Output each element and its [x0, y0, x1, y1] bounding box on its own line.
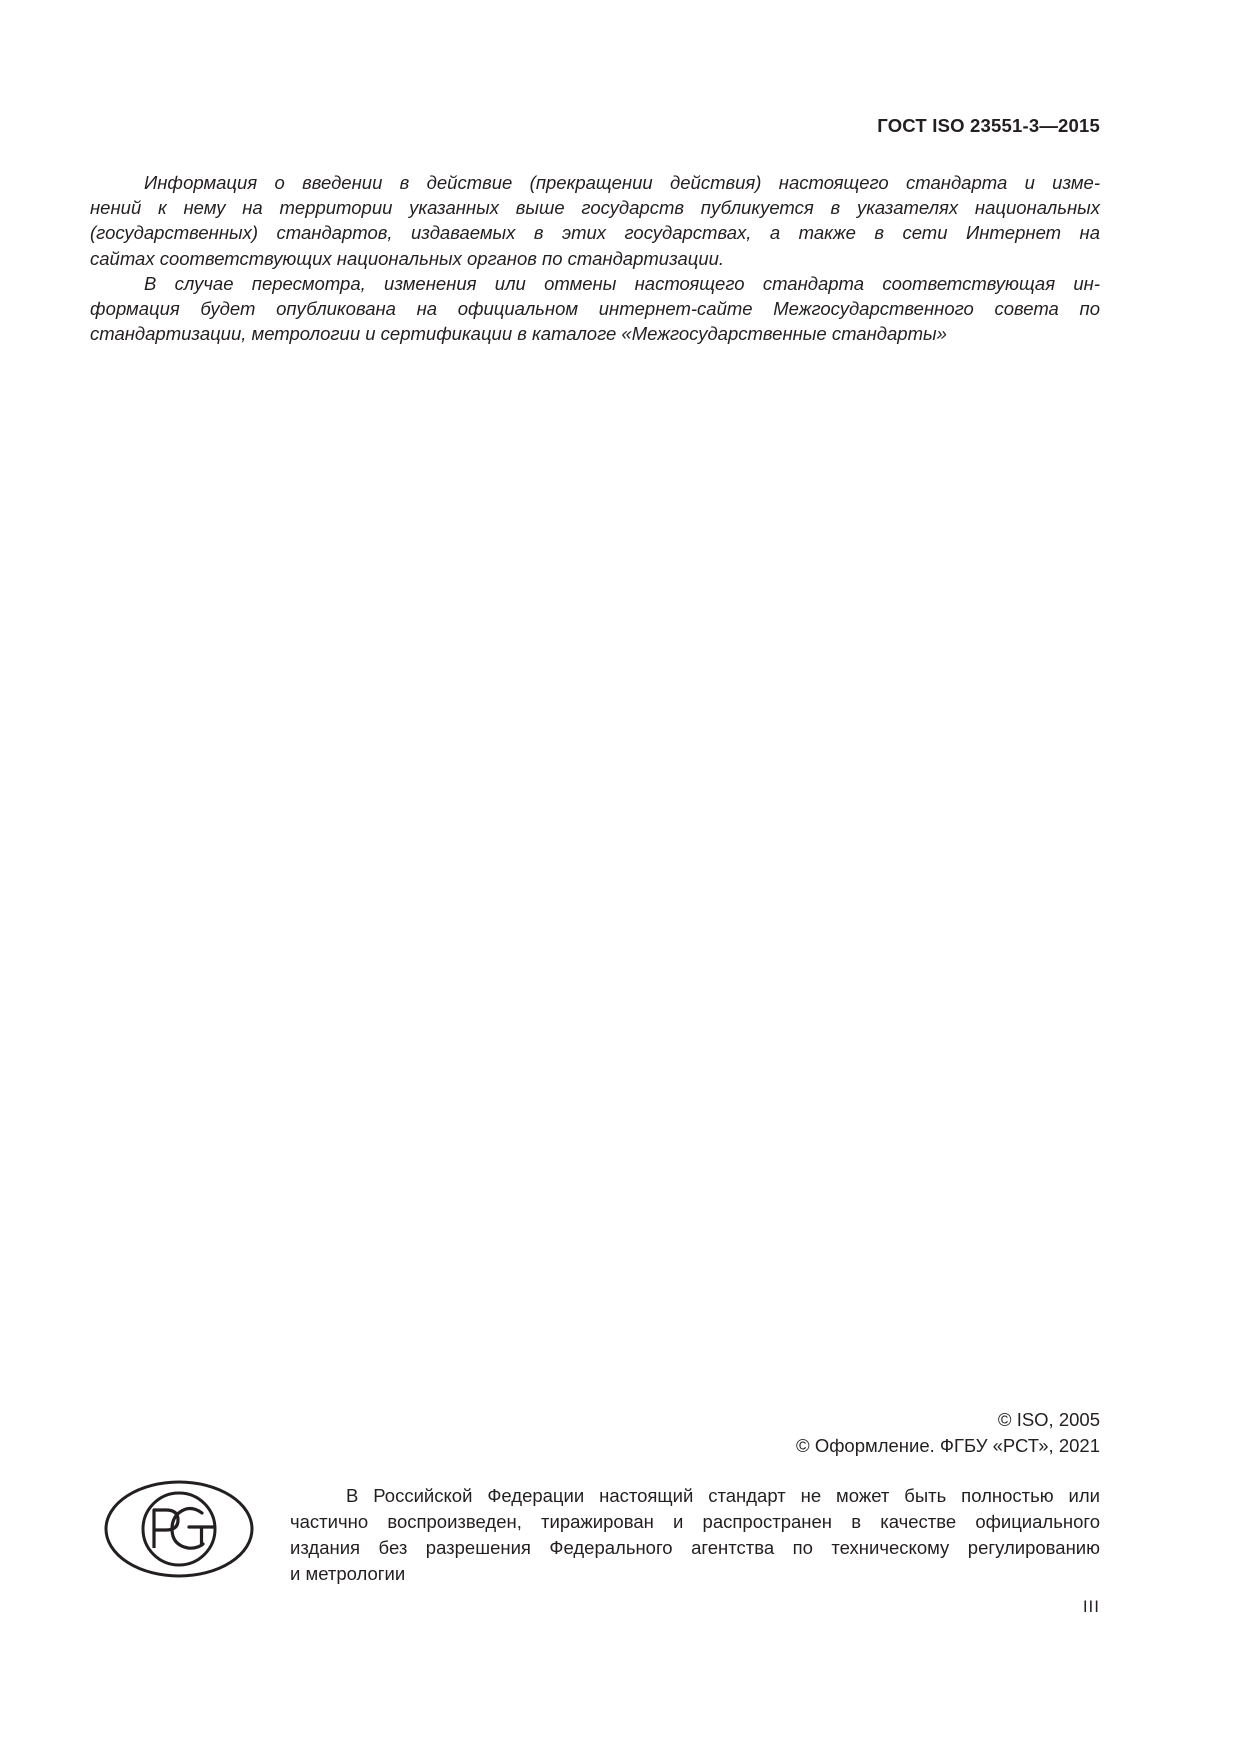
- restriction-line: В Российской Федерации настоящий стандарт не может быть полностью или: [346, 1485, 1100, 1506]
- restriction-line: частично воспроизведен, тиражирован и распространен в качестве официального: [290, 1511, 1100, 1532]
- notice-line: (государственных) стандартов, издаваемых в этих государствах, а также в сети Интернет на: [90, 222, 1100, 244]
- notice-line: формация будет опубликована на официальном интернет-сайте Межгосударственного совета по: [90, 298, 1100, 320]
- notice-line: стандартизации, метрологии и сертификации в каталоге «Межгосударственные стандарты»: [90, 323, 947, 345]
- rst-logo: [102, 1478, 256, 1580]
- page-number: III: [1082, 1597, 1100, 1616]
- notice-line: сайтах соответствующих национальных органов по стандартизации.: [90, 247, 725, 269]
- notice-paragraph-1: [90, 170, 1100, 271]
- copyright-block: [796, 1407, 1100, 1459]
- implementation-notice: [90, 170, 1100, 346]
- document-code: ГОСТ ISO 23551-3—2015: [877, 115, 1100, 136]
- reproduction-restriction-notice: [290, 1483, 1100, 1587]
- notice-line: Информация о введении в действие (прекращении действия) настоящего стандарта и изме-: [144, 172, 1100, 193]
- notice-line: В случае пересмотра, изменения или отмены настоящего стандарта соответствующая ин-: [144, 272, 1100, 294]
- notice-paragraph-2: [90, 271, 1100, 347]
- restriction-line: издания без разрешения Федерального агентства по техническому регулированию: [290, 1537, 1100, 1558]
- notice-line: нений к нему на территории указанных выше государств публикуется в указателях национальных: [90, 197, 1100, 219]
- iso-copyright: © ISO, 2005: [997, 1409, 1100, 1430]
- design-copyright: © Оформление. ФГБУ «РСТ», 2021: [796, 1435, 1100, 1456]
- restriction-line: и метрологии: [290, 1563, 406, 1584]
